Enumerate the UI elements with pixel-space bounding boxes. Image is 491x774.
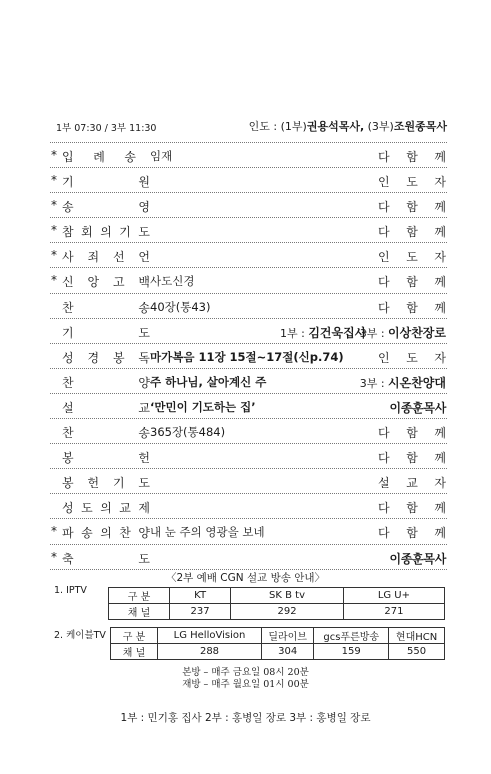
order-row — [50, 243, 447, 268]
order-title: 송 영 — [62, 200, 150, 215]
order-detail: 마가복음 11장 15절~17절(신p.74) — [150, 349, 344, 364]
order-who: 인 도 자 — [378, 175, 446, 190]
order-who: 인 도 자 — [378, 350, 446, 365]
order-who: 인 도 자 — [378, 250, 446, 265]
order-title: 봉 헌 기 도 — [62, 476, 150, 491]
third-service-assignee — [360, 324, 446, 341]
provider-cell: 현대HCN — [389, 628, 445, 644]
table-row — [111, 628, 445, 644]
order-title: 입 례 송 — [62, 150, 136, 164]
person-name: 김건욱집사 — [308, 325, 367, 340]
table-row — [109, 588, 445, 604]
order-row — [50, 494, 447, 519]
worship-order — [50, 142, 447, 570]
order-row — [50, 142, 447, 168]
order-detail: 임재 — [150, 149, 173, 163]
order-row — [50, 469, 447, 494]
presider-mid: (3부) — [364, 120, 394, 133]
chan-label: 채 널 — [109, 604, 170, 620]
order-title: 찬 양 — [62, 375, 150, 390]
order-title: 사 죄 선 언 — [62, 250, 150, 265]
order-who: 이종훈목사 — [389, 551, 446, 566]
order-row — [50, 394, 447, 419]
order-row — [50, 519, 447, 544]
standing-marker: * — [51, 248, 57, 263]
order-who: 다 함 께 — [378, 451, 446, 466]
order-who: 다 함 께 — [378, 200, 446, 215]
provider-cell: KT — [170, 588, 231, 604]
standing-marker: * — [51, 198, 57, 213]
footer-line: 1부 : 민기홍 집사 2부 : 홍병일 장로 3부 : 홍병일 장로 — [120, 712, 371, 724]
service-label: 3부 : — [359, 376, 389, 390]
order-who: 다 함 께 — [378, 225, 446, 240]
provider-cell: LG HelloVision — [158, 628, 262, 644]
service-times: 1부 07:30 / 3부 11:30 — [56, 123, 157, 134]
broadcast-notes — [0, 667, 491, 691]
order-row — [50, 193, 447, 218]
order-title: 성 도 의 교 제 — [62, 501, 150, 516]
service-label: 3부 : — [359, 326, 389, 340]
order-who: 다 함 께 — [378, 275, 446, 290]
order-title: 설 교 — [62, 400, 150, 415]
note-line: 본방 – 매주 금요일 08시 20분 — [182, 667, 309, 678]
order-row — [50, 444, 447, 469]
order-title: 기 도 — [62, 325, 150, 340]
table-row — [111, 644, 445, 660]
provider-cell: LG U+ — [343, 588, 444, 604]
order-detail: 365장(통484) — [150, 425, 226, 440]
order-who: 다 함 께 — [378, 501, 446, 516]
order-row — [50, 545, 447, 570]
order-row — [50, 268, 447, 293]
order-title: 성 경 봉 독 — [62, 350, 150, 365]
order-row — [50, 369, 447, 394]
order-title: 봉 헌 — [62, 451, 150, 466]
order-title: 신 앙 고 백 — [62, 275, 150, 290]
order-title: 찬 송 — [62, 426, 150, 441]
order-detail: ‘만민이 기도하는 집’ — [150, 399, 256, 414]
order-who: 다 함 께 — [378, 426, 446, 441]
broadcast-title: 〈2부 예배 CGN 설교 방송 안내〉 — [166, 572, 325, 584]
order-detail: 40장(통43) — [150, 299, 211, 314]
order-title: 참 회 의 기 도 — [62, 225, 150, 240]
iptv-label: 1. IPTV — [54, 585, 87, 596]
head-label: 구 분 — [111, 628, 158, 644]
order-who: 다 함 께 — [378, 150, 446, 164]
iptv-table — [108, 587, 445, 620]
order-title: 기 원 — [62, 175, 150, 190]
head-label: 구 분 — [109, 588, 170, 604]
channel-cell: 550 — [389, 644, 445, 660]
chan-label: 채 널 — [111, 644, 158, 660]
presider-1: 권용석목사, — [306, 120, 365, 133]
cable-label: 2. 케이블TV — [54, 630, 106, 641]
standing-marker: * — [51, 273, 57, 288]
order-who: 이종훈목사 — [389, 400, 446, 415]
order-detail: 내 눈 주의 영광을 보네 — [150, 525, 265, 540]
cable-table — [110, 627, 445, 660]
order-who: 설 교 자 — [378, 476, 446, 491]
prayer-1st-service — [280, 324, 366, 341]
standing-marker: * — [51, 173, 57, 188]
provider-cell: SK B tv — [231, 588, 344, 604]
standing-marker: * — [51, 524, 57, 539]
service-label: 1부 : — [280, 326, 309, 340]
standing-marker: * — [51, 148, 57, 162]
channel-cell: 292 — [231, 604, 344, 620]
order-row — [50, 168, 447, 193]
order-row — [50, 419, 447, 444]
presider-prefix: 인도 : (1부) — [248, 120, 307, 133]
order-detail: 사도신경 — [150, 274, 195, 289]
order-detail: 주 하나님, 살아계신 주 — [150, 374, 267, 389]
third-service-assignee — [360, 374, 446, 391]
order-title: 파 송 의 찬 양 — [62, 526, 150, 541]
provider-cell: 딜라이브 — [262, 628, 314, 644]
order-row — [50, 294, 447, 319]
service-header — [54, 118, 447, 136]
person-name: 이상찬장로 — [388, 325, 446, 340]
presider-line — [249, 118, 447, 134]
order-row — [50, 344, 447, 369]
order-row — [50, 218, 447, 243]
channel-cell: 237 — [170, 604, 231, 620]
order-who: 다 함 께 — [378, 300, 446, 315]
table-row — [109, 604, 445, 620]
standing-marker: * — [51, 223, 57, 238]
channel-cell: 271 — [343, 604, 444, 620]
presider-3: 조원종목사 — [393, 120, 447, 133]
order-title: 축 도 — [62, 551, 150, 566]
provider-cell: gcs푸른방송 — [314, 628, 389, 644]
channel-cell: 304 — [262, 644, 314, 660]
standing-marker: * — [51, 549, 57, 564]
person-name: 시온찬양대 — [388, 375, 446, 390]
channel-cell: 159 — [314, 644, 389, 660]
order-row — [50, 319, 447, 344]
order-who: 다 함 께 — [378, 526, 446, 541]
channel-cell: 288 — [158, 644, 262, 660]
order-title: 찬 송 — [62, 300, 150, 315]
note-line: 재방 – 매주 월요일 01시 00분 — [182, 679, 309, 690]
